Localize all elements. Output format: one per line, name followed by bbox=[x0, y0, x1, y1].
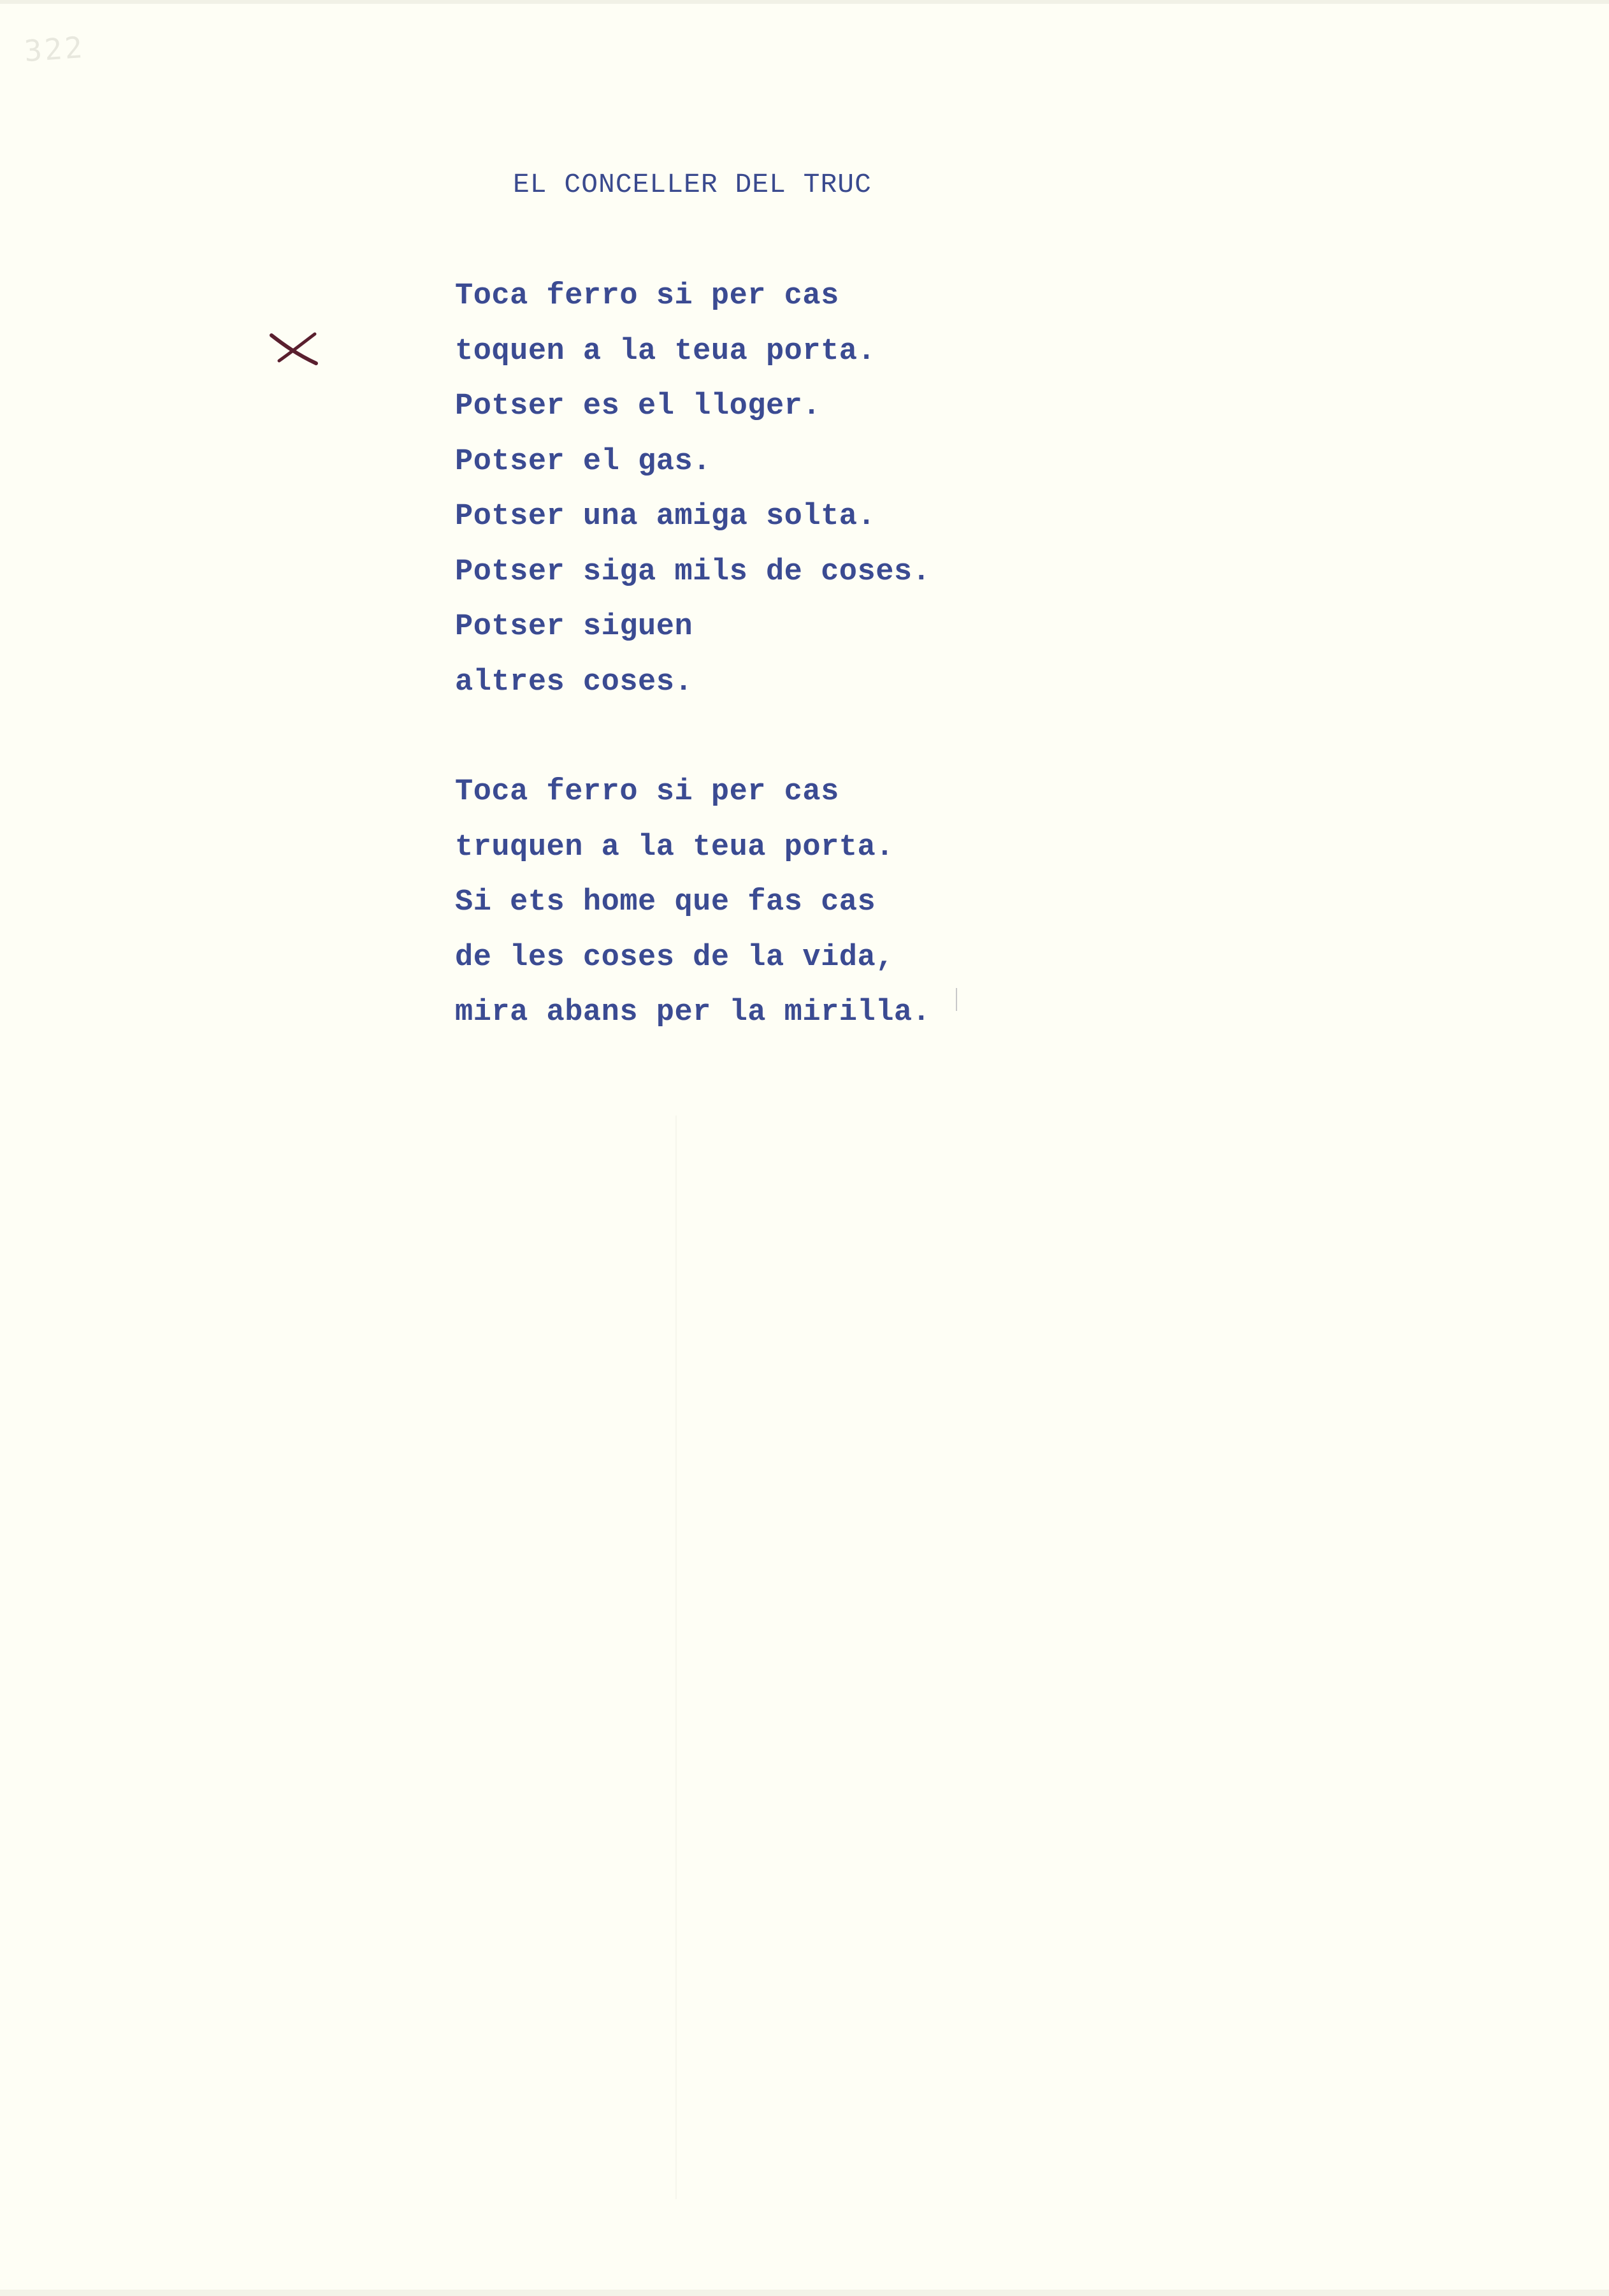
verse-line: toquen a la teua porta. bbox=[455, 334, 876, 368]
paper-bottom-edge bbox=[0, 2290, 1609, 2296]
paper-fold-shadow bbox=[675, 1115, 677, 2199]
verse-line: truquen a la teua porta. bbox=[455, 830, 894, 864]
paper-top-edge bbox=[0, 0, 1609, 4]
faint-stamp-mark: 322 bbox=[23, 29, 86, 69]
verse-line: Potser una amiga solta. bbox=[455, 500, 876, 534]
verse-line: de les coses de la vida, bbox=[455, 940, 894, 975]
verse-line: Si ets home que fas cas bbox=[455, 885, 876, 919]
verse-line: Potser siga mils de coses. bbox=[455, 555, 931, 589]
verse-line: Toca ferro si per cas bbox=[455, 279, 839, 313]
stanza-1 bbox=[455, 277, 930, 718]
verse-line: Potser es el lloger. bbox=[455, 389, 821, 423]
poem-title: EL CONCELLER DEL TRUC bbox=[513, 169, 872, 200]
verse-line: Potser siguen bbox=[455, 610, 693, 644]
verse-line: altres coses. bbox=[455, 665, 693, 699]
ink-speck bbox=[955, 987, 958, 1012]
verse-line: Toca ferro si per cas bbox=[455, 775, 839, 809]
verse-line: Potser el gas. bbox=[455, 444, 711, 479]
stanza-2 bbox=[455, 773, 930, 1049]
verse-line: mira abans per la mirilla. bbox=[455, 996, 931, 1029]
handwritten-x-icon bbox=[269, 330, 319, 366]
